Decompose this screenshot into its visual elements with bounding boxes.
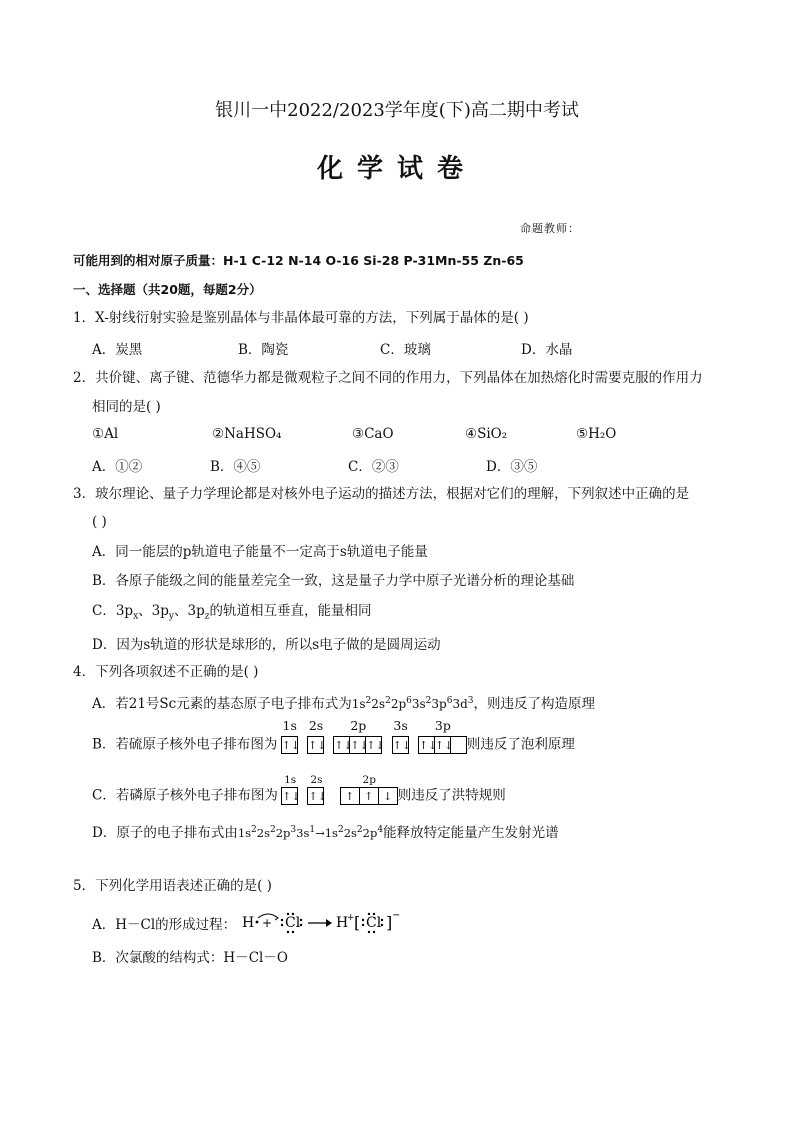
question-3-stem: 3．玻尔理论、量子力学理论都是对核外电子运动的描述方法，根据对它们的理解，下列叙述中正确的是	[73, 486, 690, 502]
orbital-2s: 2s ↑↓	[308, 773, 327, 803]
question-2-stem-cont: 相同的是( )	[92, 399, 161, 415]
q4-option-c	[92, 773, 506, 806]
orbital-1s: 1s ↑↓	[282, 773, 301, 803]
q3-option-a: A．同一能层的p轨道电子能量不一定高于s轨道电子能量	[92, 544, 428, 560]
exam-title: 银川一中2022/2023学年度(下)高二期中考试	[215, 100, 579, 121]
question-2-stem: 2．共价键、离子键、范德华力都是微观粒子之间不同的作用力，下列晶体在加热熔化时需要克服的作用力	[73, 370, 703, 386]
q2-item-1: ①Al	[92, 426, 119, 442]
q4-option-d-pre: D．原子的电子排布式由	[92, 825, 238, 841]
q1-option-d: D．水晶	[521, 342, 573, 358]
teacher-label: 命题教师：	[520, 222, 580, 235]
q5-option-b: B．次氯酸的结构式：H－Cl－O	[92, 950, 288, 966]
q4-option-c-post: 则违反了洪特规则	[397, 787, 506, 804]
svg-text:]: ]	[386, 913, 393, 932]
orbital-1s: 1s ↑↓	[281, 717, 301, 752]
q3-option-d: D．因为s轨道的形状是球形的，所以s电子做的是圆周运动	[92, 637, 441, 653]
q2-item-4: ④SiO₂	[465, 426, 508, 442]
q4-option-b	[92, 717, 575, 755]
q4-option-a: A．若21号Sc元素的基态原子电子排布式为$1s^22s^22p^63s^23p^63d^3$，则违反了构造原理	[92, 696, 596, 712]
q4-option-b-post: 则违反了泡利原理	[466, 736, 575, 753]
q1-option-a: A．炭黑	[92, 342, 143, 358]
lewis-formation-diagram	[240, 908, 420, 938]
q2-item-5: ⑤H₂O	[576, 426, 617, 442]
q2-option-d: D．③⑤	[486, 459, 538, 475]
svg-text:Cl: Cl	[285, 915, 301, 931]
orbital-3p: 3p ↑↓↑↓	[419, 734, 467, 756]
orbital-2p: 2p ↑ ↑ ↓	[341, 785, 398, 807]
svg-text:[: [	[354, 913, 361, 932]
q4-option-d-post: 能释放特定能量产生发射光谱	[383, 825, 559, 841]
orbital-2s: 2s ↑↓	[308, 717, 327, 752]
svg-text:+: +	[347, 913, 356, 923]
svg-text:H: H	[242, 915, 255, 931]
orbital-3s: 3s ↑↓	[392, 717, 412, 752]
q4-option-a-pre: A．若21号Sc元素的基态原子电子排布式为	[92, 696, 352, 712]
q4-option-b-pre: B．若硫原子核外电子排布图为	[92, 736, 278, 753]
q2-item-3: ③CaO	[352, 426, 394, 442]
atomic-masses: 可能用到的相对原子质量：H-1 C-12 N-14 O-16 Si-28 P-31Mn-55 Zn-65	[73, 253, 524, 268]
q3-option-b: B．各原子能级之间的能量差完全一致，这是量子力学中原子光谱分析的理论基础	[92, 573, 575, 589]
q2-option-c: C．②③	[348, 459, 399, 475]
question-1-stem: 1．X-射线衍射实验是鉴别晶体与非晶体最可靠的方法，下列属于晶体的是( )	[73, 310, 529, 326]
svg-text:+: +	[262, 916, 273, 930]
q3-option-c-text: 的轨道相互垂直，能量相同	[209, 603, 372, 619]
q4-option-a-post: ，则违反了构造原理	[473, 696, 596, 712]
svg-text:−: −	[392, 910, 401, 921]
q3-option-c-label: C．	[92, 603, 116, 619]
q4-option-c-pre: C．若磷原子核外电子排布图为	[92, 787, 278, 804]
q1-option-c: C．玻璃	[380, 342, 431, 358]
question-3-stem-cont: ( )	[92, 514, 107, 530]
q2-item-2: ②NaHSO₄	[212, 426, 282, 442]
q2-option-b: B．④⑤	[210, 459, 261, 475]
q5-option-a-pre: A．H－Cl的形成过程：	[92, 917, 237, 933]
orbital-2p: 2p ↑↓↑↓↑↓	[334, 717, 385, 752]
question-4-stem: 4．下列各项叙述不正确的是( )	[73, 664, 259, 680]
section-heading: 一、选择题（共20题，每题2分）	[73, 282, 262, 297]
subject-title: 化学试卷	[316, 154, 477, 184]
q2-option-a: A．①②	[92, 459, 143, 475]
svg-text:Cl: Cl	[366, 915, 382, 931]
q4-option-d: D．原子的电子排布式由$1s^22s^22p^33s^1\to 1s^22s^22p^4$能释放特定能量产生发射光谱	[92, 825, 559, 841]
q1-option-b: B．陶瓷	[238, 342, 289, 358]
svg-text:H: H	[336, 915, 349, 931]
q5-option-a	[92, 908, 420, 934]
question-5-stem: 5．下列化学用语表述正确的是( )	[73, 878, 272, 894]
q3-option-c: C．$3p_x$、$3p_y$、$3p_z$的轨道相互垂直，能量相同	[92, 603, 372, 622]
